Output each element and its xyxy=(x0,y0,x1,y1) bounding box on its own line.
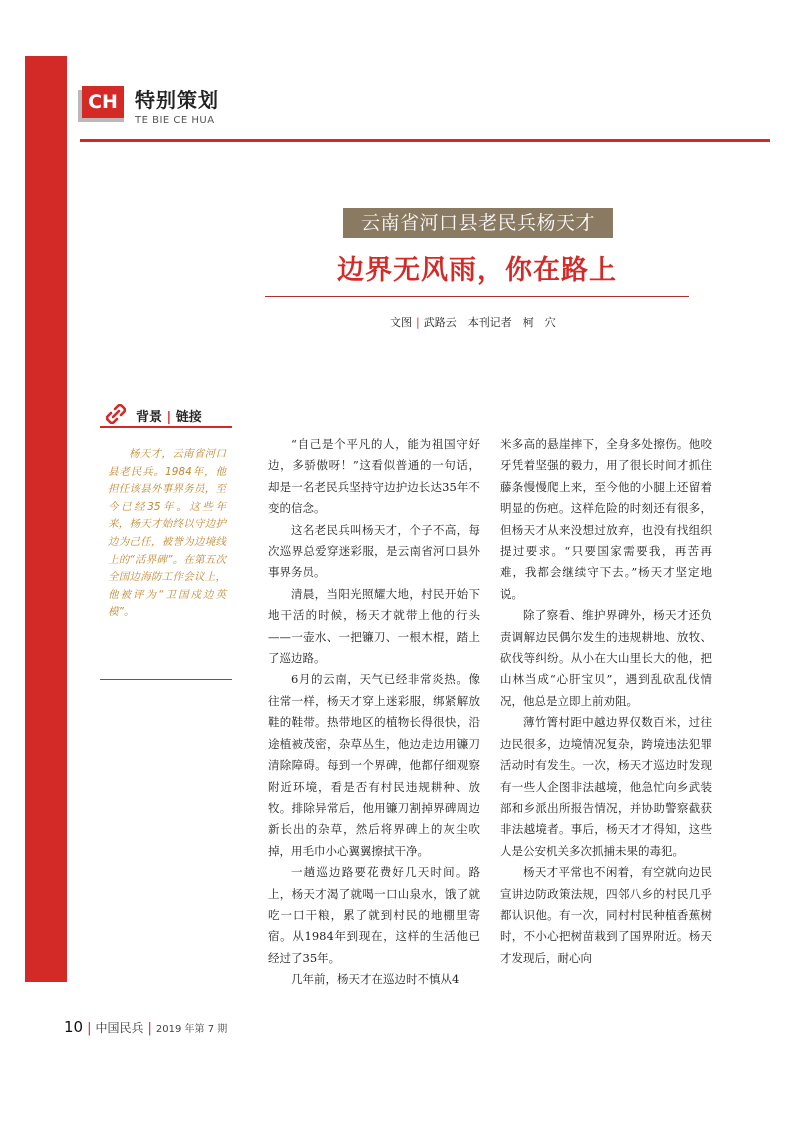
body-column-1 xyxy=(268,434,480,991)
sidebar-text: 杨天才，云南省河口县老民兵。1984年，他担任该县外事界务员，至今已经35年。这些年来，杨天才始终以守边护边为己任，被誉为边境线上的“活界碑”。在第五次全国边海防工作会议上，他被评为“卫国戍边英模”。 xyxy=(108,448,226,619)
byline-separator: | xyxy=(416,316,420,329)
paragraph: 清晨，当阳光照耀大地，村民开始下地干活的时候，杨天才就带上他的行头——一壶水、一把镰刀、一根木棍，踏上了巡边路。 xyxy=(268,586,480,666)
sidebar-heading-label xyxy=(136,406,202,425)
issue-label: 2019 年第 7 期 xyxy=(155,1024,228,1035)
sidebar-heading-main: 背景 xyxy=(136,410,163,425)
body-column-2 xyxy=(500,434,712,969)
paragraph: 这名老民兵叫杨天才，个子不高，每次巡界总爱穿迷彩服，是云南省河口县外事界务员。 xyxy=(268,522,480,580)
logo-text: CH xyxy=(82,86,124,118)
section-logo xyxy=(78,86,124,124)
byline-author1: 武路云 xyxy=(423,316,457,329)
paragraph: 除了察看、维护界碑外，杨天才还负责调解边民偶尔发生的违规耕地、放牧、砍伐等纠纷。从小在大山里长大的他，把山林当成“心肝宝贝”，遇到乱砍乱伐情况，他总是立即上前劝阻。 xyxy=(500,608,712,708)
paragraph: 几年前，杨天才在巡边时不慎从4 xyxy=(291,972,460,987)
paragraph: 薄竹箐村距中越边界仅数百米，过往边民很多，边境情况复杂，跨境违法犯罪活动时有发生。一次，杨天才巡边时发现有一些人企图非法越境，他急忙向乡武装部和乡派出所报告情况，并协助警察截获非法越境者。事后，杨天才才得知，这些人是公安机关多次抓捕未果的毒犯。 xyxy=(500,715,712,858)
byline-credit-label: 文图 xyxy=(390,316,412,329)
sidebar-heading-separator: | xyxy=(162,410,176,425)
paragraph-continued: 米多高的悬崖摔下，全身多处擦伤。他咬牙凭着坚强的毅力，用了很长时间才抓住藤条慢慢爬上来，至今他的小腿上还留着明显的伤疤。这样危险的时刻还有很多，但杨天才从来没想过放弃，也没有找组织提过要求。“只要国家需要我，再苦再难，我都会继续守下去。”杨天才坚定地说。 xyxy=(500,437,712,601)
paragraph: 杨天才平常也不闲着，有空就向边民宣讲边防政策法规，四邻八乡的村民几乎都认识他。有一次，同村村民种植香蕉树时，不小心把树苗栽到了国界附近。杨天才发现后，耐心向 xyxy=(500,865,712,965)
sidebar-heading xyxy=(100,404,232,430)
page-number: 10 xyxy=(64,1018,84,1036)
article-headline: 边界无风雨，你在路上 xyxy=(337,255,617,286)
chain-link-icon xyxy=(106,404,126,424)
left-red-margin-bar xyxy=(25,56,67,982)
magazine-name: 中国民兵 xyxy=(95,1021,144,1035)
article-kicker: 云南省河口县老民兵杨天才 xyxy=(343,208,613,238)
sidebar-heading-underline xyxy=(100,426,232,428)
section-pinyin: TE BIE CE HUA xyxy=(135,115,215,126)
footer-separator: | xyxy=(87,1021,92,1036)
section-title: 特别策划 xyxy=(135,88,219,112)
paragraph: 6月的云南，天气已经非常炎热。像往常一样，杨天才穿上迷彩服，绑紧解放鞋的鞋带。热带地区的植物长得很快，沿途植被茂密，杂草丛生，他边走边用镰刀清除障碍。每到一个界碑，他都仔细观察附近环境，看是否有村民违规耕种、放牧。排除异常后，他用镰刀割掉界碑周边新长出的杂草，然后将界碑上的灰尘吹掉，用毛巾小心翼翼擦拭干净。 xyxy=(268,672,480,858)
footer-separator: | xyxy=(147,1021,152,1036)
paragraph: “自己是个平凡的人，能为祖国守好边，多骄傲呀！”这看似普通的一句话，却是一名老民兵坚持守边护边长达35年不变的信念。 xyxy=(268,437,480,516)
title-divider xyxy=(265,296,689,297)
sidebar-heading-sub: 链接 xyxy=(175,410,202,425)
byline xyxy=(390,314,556,330)
sidebar-bottom-rule xyxy=(100,679,232,680)
paragraph: 一趟巡边路要花费好几天时间。路上，杨天才渴了就喝一口山泉水，饿了就吃一口干粮，累了就到村民的地棚里寄宿。从1984年到现在，这样的生活他已经过了35年。 xyxy=(268,865,480,965)
header-divider xyxy=(80,139,770,142)
page-footer xyxy=(64,1017,227,1036)
byline-author2: 本刊记者 柯 穴 xyxy=(467,316,556,329)
